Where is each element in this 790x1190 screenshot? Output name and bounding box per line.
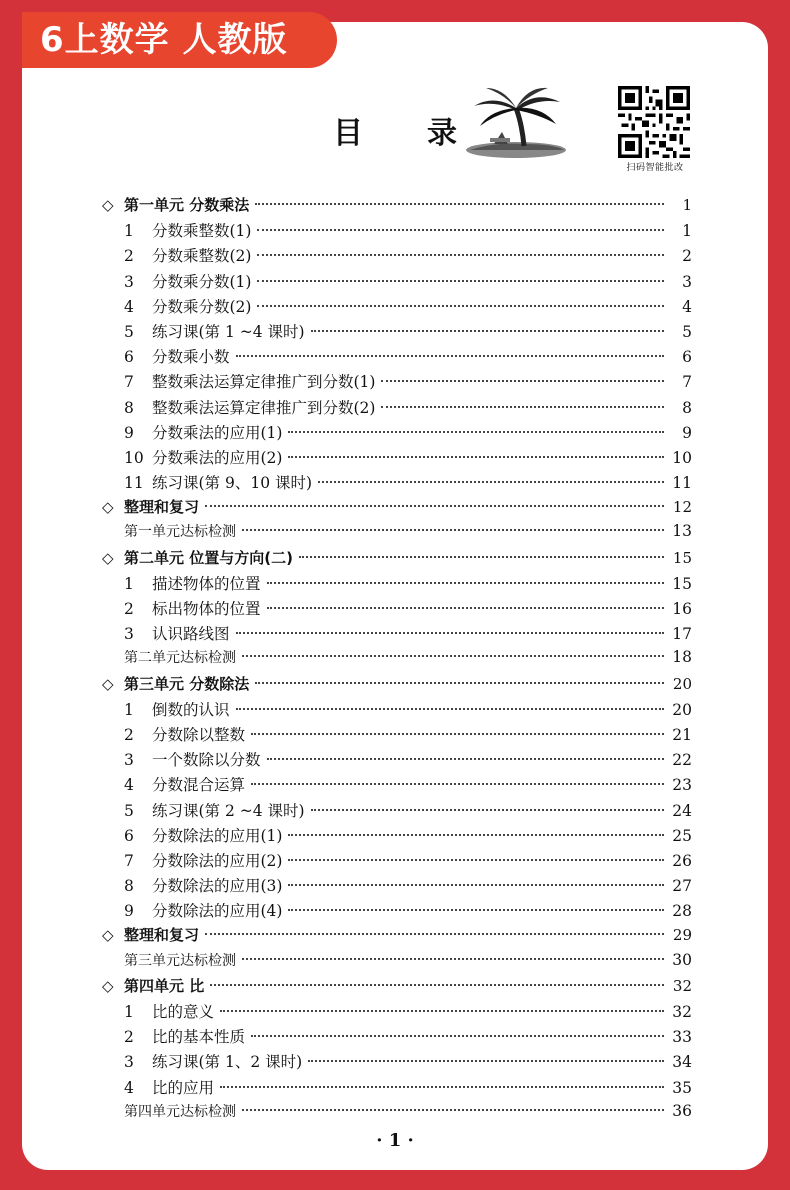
toc-page-number: 16 [672,600,692,618]
diamond-icon: ◇ [102,976,114,995]
palm-island-illustration [464,84,568,160]
toc-item-row[interactable] [102,572,692,597]
toc-label-text: 分数乘分数(2) [152,297,252,316]
toc-label-text: 练习课(第 9、10 课时) [152,474,313,493]
toc-test-row[interactable] [102,647,692,672]
toc-test-row[interactable] [102,950,692,975]
toc-unit-row[interactable] [102,975,692,1000]
toc-label-text: 分数除法的应用(2) [152,851,283,870]
toc-item-number: 5 [124,801,134,820]
toc-page-number: 2 [682,247,692,266]
toc-label [102,1000,214,1022]
dot-leader [242,529,664,531]
toc-label [102,1076,214,1098]
toc-label-text: 分数乘整数(1) [152,222,252,241]
toc-label [102,799,305,821]
toc-label-text: 分数乘小数 [152,348,230,367]
dot-leader [255,203,664,205]
toc-page-number: 5 [682,322,692,341]
toc-label-text: 分数乘法的应用(2) [152,448,283,467]
toc-item-row[interactable] [102,244,692,269]
toc-label [102,874,282,896]
toc-label [102,270,251,292]
dot-leader [288,431,664,433]
toc-page-number: 8 [682,398,692,417]
toc-unit-row[interactable] [102,673,692,698]
toc-page-number: 32 [672,1003,692,1021]
dot-leader [205,933,664,935]
toc-label-text: 练习课(第 1、2 课时) [152,1053,303,1072]
toc-label-text: 一个数除以分数 [152,751,261,770]
toc-page-number: 15 [672,574,692,593]
toc-page-number: 36 [672,1101,692,1120]
toc-label [102,320,305,342]
toc-label-text: 第二单元 位置与方向(二) [124,548,293,567]
toc-label [102,773,245,795]
toc-page-number: 29 [672,926,692,945]
dot-leader [251,783,664,785]
diamond-icon: ◇ [102,926,114,945]
toc-label-text: 分数乘分数(1) [152,272,252,291]
toc-page-number: 10 [672,448,692,467]
toc-item-row[interactable] [102,723,692,748]
toc-item-row[interactable] [102,597,692,622]
title-char-2: 录 [427,116,457,151]
page-number: · 1 · [376,1130,414,1151]
dot-leader [257,254,664,256]
toc-label-text: 第二单元达标检测 [124,650,236,667]
toc-page-number: 20 [672,700,692,719]
toc-page-number: 9 [682,423,692,442]
toc-item-row[interactable] [102,799,692,824]
toc-item-number: 5 [124,322,134,341]
dot-leader [267,582,664,584]
toc-page-number: 20 [672,674,692,693]
dot-leader [251,1035,664,1037]
toc-label-text: 练习课(第 2 ~4 课时) [152,801,305,820]
toc-page-number: 7 [682,373,692,392]
toc-label-text: 描述物体的位置 [152,574,261,593]
toc-label [102,370,375,392]
toc-page-number: 33 [672,1028,692,1047]
toc-label [102,924,199,945]
toc-item-row[interactable] [102,345,692,370]
toc-item-number: 9 [124,423,134,442]
toc-label [102,899,282,921]
toc-label [102,647,236,667]
toc-label [102,219,251,241]
toc-item-row[interactable] [102,1076,692,1101]
toc-label [102,597,261,619]
toc-label-text: 认识路线图 [152,625,230,644]
toc-unit-row[interactable] [102,547,692,572]
toc-label [102,244,251,266]
dot-leader [381,406,664,408]
toc-item-row[interactable] [102,849,692,874]
toc-page-number: 22 [672,751,692,770]
dot-leader [257,305,664,307]
toc-page-number: 23 [672,776,692,795]
toc-item-number: 1 [124,574,134,593]
toc-label [102,975,204,996]
toc-label [102,698,230,720]
toc-item-row[interactable] [102,219,692,244]
toc-label-text: 倒数的认识 [152,700,230,719]
toc-label-text: 分数除法的应用(4) [152,902,283,921]
toc-label-text: 分数混合运算 [152,776,246,795]
dot-leader [242,958,664,960]
toc-label-text: 第四单元 比 [124,976,205,995]
toc-page-number: 11 [672,474,692,493]
toc-label-text: 分数除法的应用(3) [152,877,283,896]
dot-leader [255,682,664,684]
toc-label [102,471,312,493]
toc-label-text: 整数乘法运算定律推广到分数(1) [152,373,376,392]
toc-label-text: 比的意义 [152,1003,215,1021]
toc-page-number: 1 [682,196,692,214]
dot-leader [308,1060,664,1062]
dot-leader [242,655,664,657]
toc-label [102,1050,302,1072]
toc-item-row[interactable] [102,370,692,395]
toc-item-number: 9 [124,902,134,921]
toc-label-text: 第一单元达标检测 [124,524,236,541]
toc-label-text: 第四单元达标检测 [124,1103,236,1120]
toc-item-number: 2 [124,1028,134,1047]
toc-item-row[interactable] [102,899,692,924]
toc-item-row[interactable] [102,270,692,295]
dot-leader [288,909,664,911]
toc-page-number: 34 [672,1053,692,1072]
toc-item-number: 6 [124,826,134,845]
toc-label [102,421,282,443]
toc-page-number: 17 [672,625,692,644]
toc-label [102,572,261,594]
toc-page-number: 12 [672,498,692,517]
toc-label-text: 比的基本性质 [152,1028,246,1047]
toc-item-number: 1 [124,1003,134,1021]
toc-label [102,446,282,468]
dot-leader [236,355,664,357]
toc-label-text: 练习课(第 1 ~4 课时) [152,322,305,341]
toc-label [102,824,282,846]
toc-item-row[interactable] [102,1050,692,1075]
diamond-icon: ◇ [102,548,114,567]
diamond-icon: ◇ [102,498,114,517]
toc-item-row[interactable] [102,773,692,798]
toc-label [102,849,282,871]
dot-leader [299,556,664,558]
toc-label-text: 整理和复习 [124,498,200,517]
toc-label-text: 整理和复习 [124,926,200,945]
toc-item-number: 4 [124,776,134,795]
toc-label-text: 标出物体的位置 [152,600,261,618]
toc-page-number: 24 [672,801,692,820]
toc-page-number: 30 [672,950,692,969]
toc-item-row[interactable] [102,295,692,320]
dot-leader [236,708,664,710]
dot-leader [236,632,664,634]
dot-leader [257,229,664,231]
dot-leader [210,984,664,986]
toc-item-number: 6 [124,348,134,367]
toc-item-row[interactable] [102,320,692,345]
toc-item-number: 3 [124,272,134,291]
toc-item-row[interactable] [102,1000,692,1025]
dot-leader [242,1109,664,1111]
toc-page-number: 6 [682,348,692,367]
toc-item-number: 1 [124,700,134,719]
toc-label [102,723,245,745]
dot-leader [267,758,664,760]
diamond-icon: ◇ [102,674,114,693]
dot-leader [220,1010,664,1012]
toc-label-text: 第三单元 分数除法 [124,674,250,693]
dot-leader [205,505,664,507]
toc-unit-row[interactable] [102,496,692,521]
dot-leader [318,481,664,483]
toc-label-text: 第三单元达标检测 [124,952,236,969]
toc-item-number: 2 [124,600,134,618]
toc-label-text: 分数乘法的应用(1) [152,423,283,442]
toc-item-row[interactable] [102,874,692,899]
toc-item-row[interactable] [102,622,692,647]
toc-item-number: 3 [124,751,134,770]
dot-leader [267,607,664,609]
toc-item-number: 11 [124,474,144,493]
toc-label-text: 第一单元 分数乘法 [124,196,250,214]
toc-page-number: 21 [672,725,692,744]
toc-page-number: 27 [672,877,692,896]
toc-label [102,1101,236,1121]
toc-item-row[interactable] [102,1025,692,1050]
toc-test-row[interactable] [102,521,692,546]
toc-item-row[interactable] [102,824,692,849]
toc-label [102,673,249,694]
toc-label [102,950,236,970]
toc-unit-row[interactable] [102,194,692,219]
toc-label [102,295,251,317]
book-banner: 6上数学 人教版 [22,12,337,68]
toc-item-number: 2 [124,247,134,266]
toc-page-number: 3 [682,272,692,291]
toc-page-number: 35 [672,1078,692,1097]
toc-item-row[interactable] [102,421,692,446]
dot-leader [381,380,664,382]
diamond-icon: ◇ [102,196,114,214]
toc-page-number: 25 [672,826,692,845]
toc-label [102,521,236,541]
toc-item-row[interactable] [102,698,692,723]
toc-label [102,396,375,418]
toc-item-number: 3 [124,625,134,644]
toc-page-number: 4 [682,297,692,316]
toc-item-number: 2 [124,725,134,744]
toc-label [102,748,261,770]
dot-leader [257,280,664,282]
toc-item-number: 4 [124,1078,134,1097]
qr-code-icon[interactable] [618,86,690,158]
toc-item-row[interactable] [102,446,692,471]
toc-label-text: 比的应用 [152,1078,215,1097]
toc-page-number: 1 [682,222,692,241]
table-of-contents [102,194,692,1126]
toc-page-number: 28 [672,902,692,921]
toc-label [102,547,293,568]
toc-item-number: 3 [124,1053,134,1072]
toc-item-row[interactable] [102,748,692,773]
toc-item-number: 10 [124,448,144,467]
toc-label [102,622,230,644]
toc-item-number: 7 [124,851,134,870]
toc-label-text: 分数除法的应用(1) [152,826,283,845]
toc-item-number: 8 [124,398,134,417]
toc-label [102,345,230,367]
toc-item-number: 7 [124,373,134,392]
toc-label [102,194,249,215]
dot-leader [288,859,664,861]
toc-page-number: 32 [672,976,692,995]
dot-leader [311,809,664,811]
toc-test-row[interactable] [102,1101,692,1126]
toc-page-number: 26 [672,851,692,870]
qr-caption: 扫码智能批改 [626,163,684,173]
toc-page-number: 13 [672,522,692,541]
dot-leader [251,733,664,735]
toc-item-number: 1 [124,222,134,241]
toc-item-number: 8 [124,877,134,896]
toc-page-number: 18 [672,648,692,667]
dot-leader [220,1086,664,1088]
dot-leader [311,330,664,332]
toc-label [102,1025,245,1047]
toc-item-number: 4 [124,297,134,316]
dot-leader [288,456,664,458]
toc-label-text: 整数乘法运算定律推广到分数(2) [152,398,376,417]
toc-label-text: 分数除以整数 [152,725,246,744]
toc-unit-row[interactable] [102,924,692,949]
dot-leader [288,884,664,886]
dot-leader [288,834,664,836]
toc-item-row[interactable] [102,396,692,421]
toc-page-number: 15 [672,548,692,567]
title-char-1: 目 [333,116,363,151]
toc-label [102,496,199,517]
toc-label-text: 分数乘整数(2) [152,247,252,266]
toc-item-row[interactable] [102,471,692,496]
